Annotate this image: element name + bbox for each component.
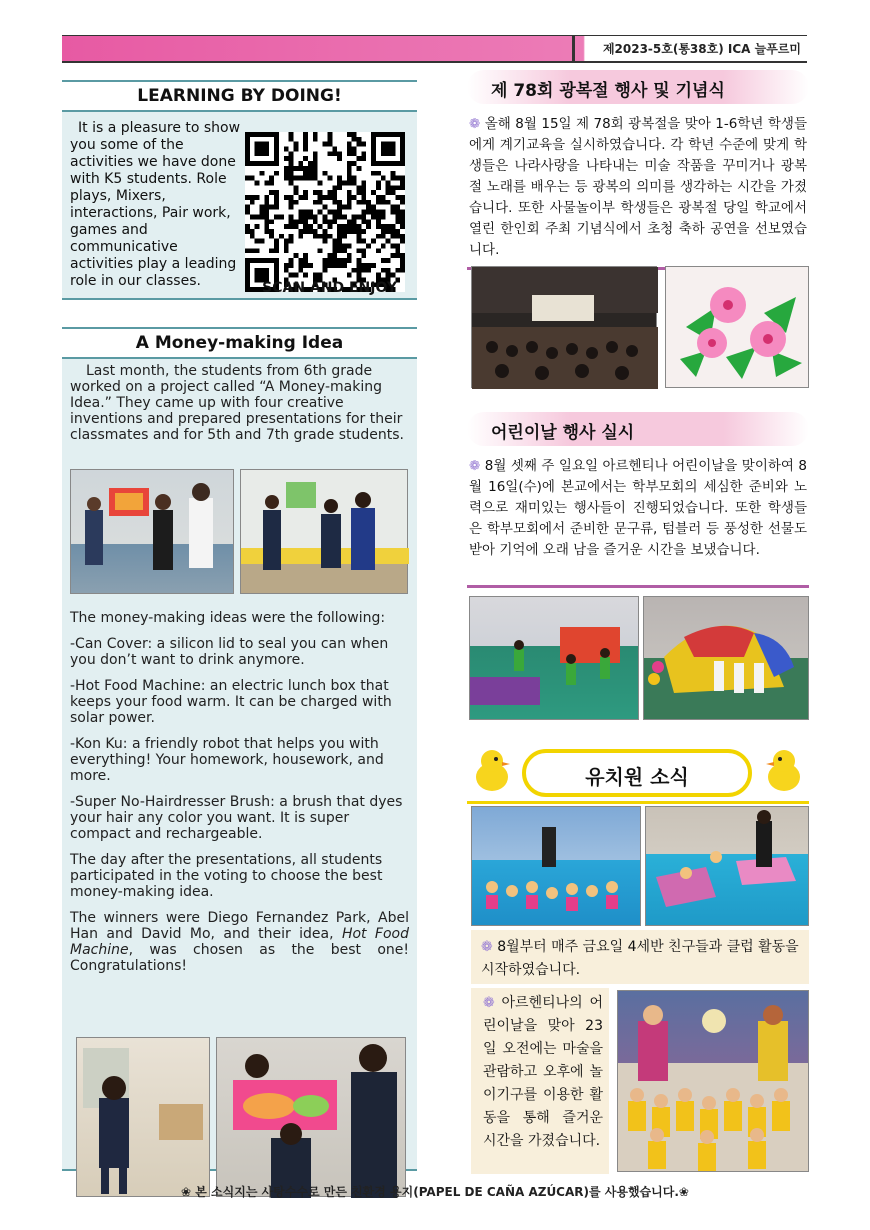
winners-text: The winners were Diego Fernandez Park, Abel Han and David Mo, and their idea, (70, 910, 409, 942)
money-section (62, 327, 417, 1175)
winner-idea: Hot Food Machine (70, 926, 409, 958)
kinder-magic-text: 아르헨티나의 어린이날을 맞아 23일 오전에는 마술을 관람하고 오후에 놀이기구를 이용한 활동을 통해 즐거운 시간을 가졌습니다. (483, 995, 603, 1149)
money-title: A Money-making Idea (62, 327, 417, 359)
pool-photo-2 (645, 806, 809, 926)
parachute-scene (644, 597, 810, 721)
flower-icon: ❁ (483, 995, 495, 1011)
liberation-text: 올해 8월 15일 제 78회 광복절을 맞아 1-6학년 학생들에게 계기교육을 실시하였습니다. 각 학년 수준에 맞게 학생들은 나라사랑을 나타내는 미술 작품을 꾸미거나 광복절 노래를 배우는 등 광복의 의미를 생각하는 시간을 가졌습니다. 또한 사물놀이부 학생들은 광복절 당일 학교에서 열린 한인회 주최 기념식에서 초청 축하 공연을 선보였습니다. (469, 116, 807, 258)
liberation-section (467, 70, 809, 270)
childrens-day-box (467, 452, 809, 588)
presentation-photo-2 (240, 469, 408, 594)
header-divider (572, 36, 575, 62)
idea-brush: -Super No-Hairdresser Brush: a brush that dyes your hair any color you want. It is super compact and rechargeable. (70, 794, 403, 842)
liberation-title: 제 78회 광복절 행사 및 기념식 (467, 70, 809, 104)
presentation-photo-1 (70, 469, 234, 594)
kinder-club-box (471, 930, 809, 984)
chick-icon (472, 747, 512, 793)
flower-art-photo (665, 266, 809, 388)
idea-can-cover: -Can Cover: a silicon lid to seal you can when you don’t want to drink anymore. (70, 636, 389, 668)
magic-show-photo (617, 990, 809, 1172)
learning-section (62, 80, 417, 308)
idea-hot-food-machine: -Hot Food Machine: an electric lunch box that keeps your food warm. It can be charged with solar power. (70, 678, 392, 726)
kinder-title: 유치원 소식 (522, 749, 752, 797)
presentation-scene-2 (241, 470, 409, 595)
childrens-day-section (467, 412, 809, 588)
pool-scene-1 (472, 807, 642, 927)
kinder-divider (467, 801, 809, 804)
money-voting: The day after the presentations, all students participated in the voting to choose the best money-making idea. (70, 852, 383, 900)
magic-show-scene (618, 991, 810, 1173)
presentation-scene-1 (71, 470, 235, 595)
childrens-day-text: 8월 셋째 주 일요일 아르헨티나 어린이날을 맞이하여 8월 16일(수)에 본교에서는 학부모회의 세심한 준비와 노력으로 재미있는 행사들이 진행되었습니다. 또한 학생들은 학부모회에서 준비한 문구류, 텀블러 등 풍성한 선물도 받아 기억에 오래 남을 즐거운 시간을 보냈습니다. (469, 458, 808, 558)
pool-scene-2 (646, 807, 810, 927)
winner-scene-1 (77, 1038, 211, 1198)
header-bar (62, 35, 807, 63)
liberation-box (467, 110, 809, 270)
footer-note: ❀ 본 소식지는 사탕수수로 만든 친환경 용지(PAPEL DE CAÑA AZÚCAR)를 사용했습니다.❀ (181, 1185, 689, 1199)
kinder-magic-box (471, 988, 609, 1174)
winner-photo-2 (216, 1037, 406, 1197)
parachute-photo (643, 596, 809, 720)
qr-code[interactable] (245, 132, 405, 292)
pool-photo-1 (471, 806, 641, 926)
gym-games-photo (469, 596, 639, 720)
winner-photo-1 (76, 1037, 210, 1197)
issue-label: 제2023-5호(통38호) ICA 늘푸르미 (602, 42, 801, 56)
idea-kon-ku: -Kon Ku: a friendly robot that helps you with everything! Your homework, housework, and more. (70, 736, 384, 784)
learning-box (62, 112, 417, 300)
scan-label: SCAN AND ENJOY (262, 280, 397, 296)
winners-end: , was chosen as the best one! Congratulations! (70, 942, 409, 974)
chick-icon (764, 747, 804, 793)
ceremony-scene (472, 267, 658, 389)
flower-icon: ❁ (469, 458, 481, 474)
money-list-intro: The money-making ideas were the following: (70, 610, 386, 626)
winner-scene-2 (217, 1038, 407, 1198)
kinder-club-text: 8월부터 매주 금요일 4세반 친구들과 클럽 활동을 시작하였습니다. (481, 939, 799, 978)
flower-icon: ❁ (469, 116, 481, 132)
flower-icon: ❁ (481, 939, 493, 955)
ceremony-photo (471, 266, 657, 388)
money-intro: Last month, the students from 6th grade worked on a project called “A Money-making Idea.” They came up with four creative inventions and prepared presentations for their classmates and for 5th and 7th grade students. (70, 363, 404, 443)
flower-art (666, 267, 810, 389)
learning-title: LEARNING BY DOING! (62, 80, 417, 112)
money-winners (70, 910, 409, 974)
gym-games-scene (470, 597, 640, 721)
learning-text: It is a pleasure to show you some of the activities we have done with K5 students. Role plays, Mixers, interactions, Pair work, games and communicative activities play a leading role in our classes. (70, 120, 241, 289)
childrens-day-title: 어린이날 행사 실시 (467, 412, 809, 446)
money-box (62, 359, 417, 1171)
